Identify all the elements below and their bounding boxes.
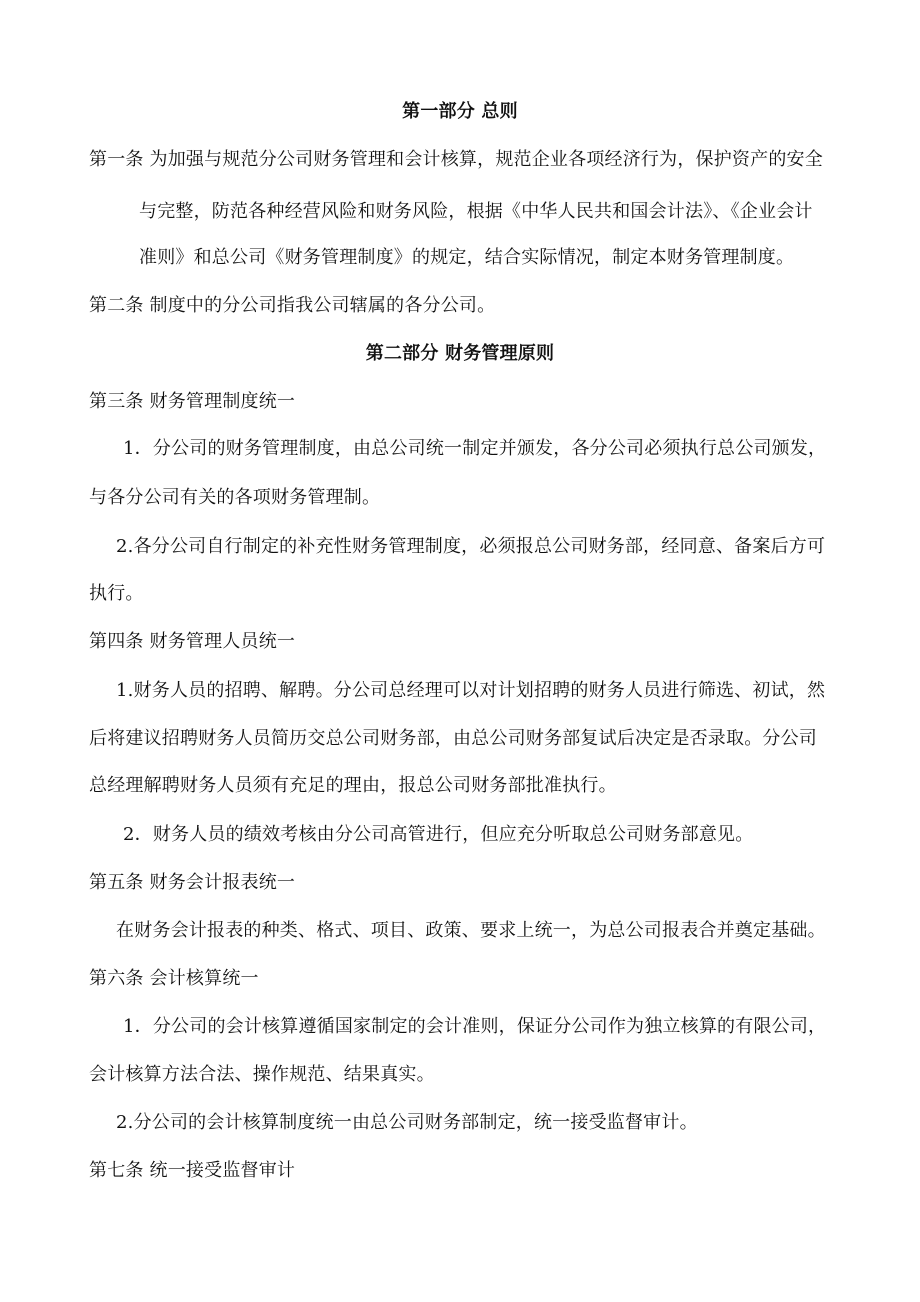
- article3-item2-line1: 2.各分公司自行制定的补充性财务管理制度，必须报总公司财务部，经同意、备案后方可: [116, 536, 826, 557]
- article6-item1-line1: 1．分公司的会计核算遵循国家制定的会计准则，保证分公司作为独立核算的有限公司，: [123, 1016, 827, 1037]
- article4-item1-line2: 后将建议招聘财务人员简历交总公司财务部，由总公司财务部复试后决定是否录取。分公司: [89, 728, 817, 749]
- article4-title: 第四条 财务管理人员统一: [89, 631, 296, 652]
- article6-item1-line2: 会计核算方法合法、操作规范、结果真实。: [89, 1064, 435, 1085]
- article3-item1-line2: 与各分公司有关的各项财务管理制。: [89, 487, 381, 508]
- article5-title: 第五条 财务会计报表统一: [89, 872, 296, 893]
- article4-item2: 2．财务人员的绩效考核由分公司高管进行，但应充分听取总公司财务部意见。: [123, 824, 754, 845]
- article6-item2: 2.分公司的会计核算制度统一由总公司财务部制定，统一接受监督审计。: [116, 1112, 698, 1133]
- part2-heading: 第二部分 财务管理原则: [365, 343, 555, 364]
- article1-line2: 与完整，防范各种经营风险和财务风险，根据《中华人民共和国会计法》、《企业会计: [139, 201, 813, 222]
- article1-line3: 准则》和总公司《财务管理制度》的规定，结合实际情况，制定本财务管理制度。: [139, 247, 795, 268]
- article7-title: 第七条 统一接受监督审计: [89, 1160, 296, 1181]
- article1-line1: 第一条 为加强与规范分公司财务管理和会计核算，规范企业各项经济行为，保护资产的安全: [89, 149, 823, 170]
- article4-item1-line3: 总经理解聘财务人员须有充足的理由，报总公司财务部批准执行。: [89, 775, 617, 796]
- article3-title: 第三条 财务管理制度统一: [89, 391, 296, 412]
- article5-body: 在财务会计报表的种类、格式、项目、政策、要求上统一，为总公司报表合并奠定基础。: [116, 920, 826, 941]
- article4-item1-line1: 1.财务人员的招聘、解聘。分公司总经理可以对计划招聘的财务人员进行筛选、初试，然: [116, 680, 826, 701]
- article6-title: 第六条 会计核算统一: [89, 968, 259, 989]
- article3-item1-line1: 1．分公司的财务管理制度，由总公司统一制定并颁发，各分公司必须执行总公司颁发，: [123, 438, 827, 459]
- part1-heading: 第一部分 总则: [402, 101, 518, 122]
- article2: 第二条 制度中的分公司指我公司辖属的各分公司。: [89, 295, 496, 316]
- article3-item2-line2: 执行。: [89, 583, 144, 604]
